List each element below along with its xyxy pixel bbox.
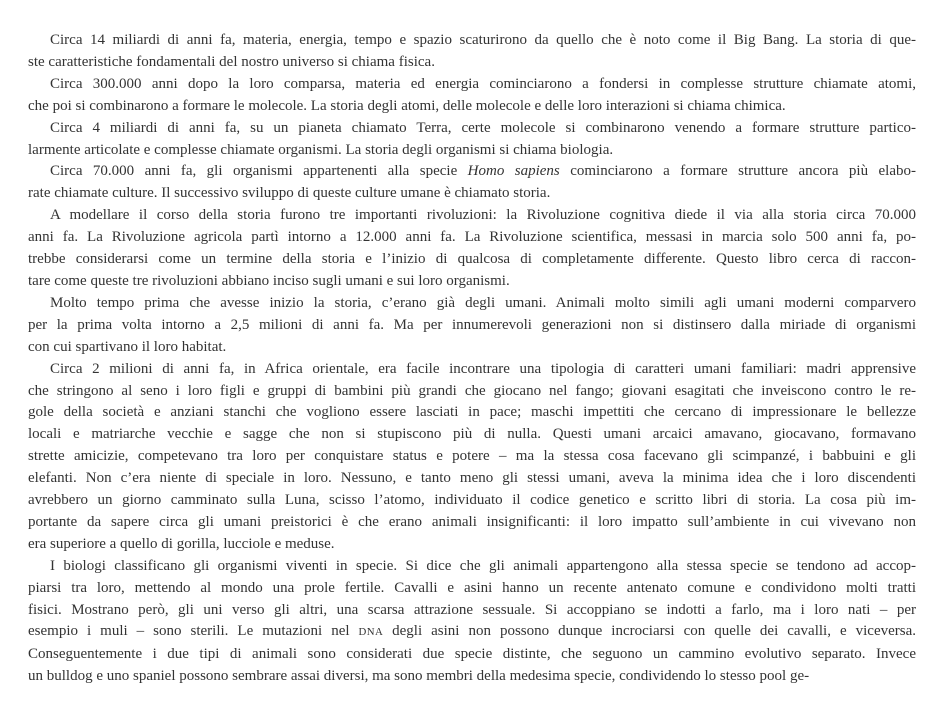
text-line-p4-l2: rate chiamate culture. Il successivo sviluppo di queste culture umane è chiamato storia. bbox=[28, 185, 551, 202]
text-line-p3-l1: Circa 4 miliardi di anni fa, su un pianeta chiamato Terra, certe molecole si combinarono venendo a formare strutture partico- bbox=[50, 119, 916, 136]
text-line-p5-l2: anni fa. La Rivoluzione agricola partì intorno a 12.000 anni fa. La Rivoluzione scientifica, messasi in marcia solo 500 anni fa, po- bbox=[28, 229, 916, 246]
text-line-p2-l1: Circa 300.000 anni dopo la loro comparsa, materia ed energia cominciarono a fondersi in complesse strutture chiamate atomi, bbox=[50, 75, 916, 92]
text-line-p7-l5: strette amicizie, competevano tra loro per conquistare status e potere – ma la stessa cosa facevano gli scimpanzé, i babbuini e gli bbox=[28, 448, 916, 465]
text-line-p8-l6: un bulldog e uno spaniel possono sembrare assai diversi, ma sono membri della medesima specie, condividendo lo stesso pool ge- bbox=[28, 668, 810, 685]
text-line-p8-l1: I biologi classificano gli organismi viventi in specie. Si dice che gli animali appartengono alla stessa specie se tendono ad accop- bbox=[50, 557, 916, 574]
text-line-p6-l3: con cui spartivano il loro habitat. bbox=[28, 338, 227, 355]
text-line-p1-l1: Circa 14 miliardi di anni fa, materia, energia, tempo e spazio scaturirono da quello che è noto come il Big Bang. La storia di que- bbox=[50, 32, 916, 48]
text-line-p3-l2: larmente articolate e complesse chiamate organismi. La storia degli organismi si chiama biologia. bbox=[28, 141, 614, 158]
text-line-p4-l1: Circa 70.000 anni fa, gli organismi appartenenti alla specie Homo sapiens cominciarono a formare strutture ancora più elabo- bbox=[50, 163, 917, 180]
text-line-p5-l3: trebbe considerarsi come un termine della storia e l’inizio di qualcosa di completamente differente. Questo libro cerca di raccon- bbox=[28, 251, 916, 268]
text-line-p1-l2: ste caratteristiche fondamentali del nostro universo si chiama fisica. bbox=[28, 53, 435, 70]
text-line-p8-l3: fisici. Mostrano però, gli uni verso gli altri, una scarsa attrazione sessuale. Si accoppiano se indotti a farlo, ma i loro nati – per bbox=[28, 601, 916, 618]
text-line-p7-l7: avrebbero un giorno camminato sulla Luna, scisso l’atomo, individuato il codice genetico e scritto libri di storia. La cosa più im- bbox=[28, 492, 916, 509]
text-line-p7-l4: locali e matriarche vecchie e sagge che non si stupiscono più di nulla. Questi umani arcaici amavano, giocavano, formavano bbox=[28, 426, 916, 443]
text-line-p7-l3: gole della società e anziani stanchi che vogliono essere lasciati in pace; maschi impettiti che cercano di impressionare le bellezze bbox=[28, 404, 916, 421]
text-line-p7-l9: era superiore a quello di gorilla, lucciole e meduse. bbox=[28, 535, 335, 552]
text-line-p7-l2: che stringono al seno i loro figli e gruppi di bambini più grandi che giocano nel fango; giovani esagitati che inveiscono contro le re- bbox=[28, 382, 916, 399]
text-line-p6-l1: Molto tempo prima che avesse inizio la storia, c’erano già degli umani. Animali molto simili agli umani moderni comparvero bbox=[50, 294, 916, 311]
text-line-p6-l2: per la prima volta intorno a 2,5 milioni di anni fa. Ma per innumerevoli generazioni non si distinsero dalla miriade di organismi bbox=[28, 316, 916, 333]
text-line-p7-l1: Circa 2 milioni di anni fa, in Africa orientale, era facile incontrare una tipologia di caratteri umani familiari: madri apprensive bbox=[50, 360, 916, 377]
text-line-p8-l4: esempio i muli – sono sterili. Le mutazioni nel DNA degli asini non possono dunque incrociarsi con quelle dei cavalli, e viceversa. bbox=[28, 623, 916, 640]
text-line-p8-l5: Conseguentemente i due tipi di animali sono considerati due specie distinte, che seguono un cammino evolutivo separato. Invece bbox=[28, 646, 916, 663]
text-line-p8-l2: piarsi tra loro, mettendo al mondo una prole fertile. Cavalli e asini hanno un recente antenato comune e condividono molti tratti bbox=[28, 579, 916, 596]
text-line-p7-l8: portante da sapere circa gli umani preistorici è che erano animali insignificanti: il loro impatto sull’ambiente in cui vivevano non bbox=[28, 513, 916, 530]
text-line-p2-l2: che poi si combinarono a formare le molecole. La storia degli atomi, delle molecole e delle loro interazioni si chiama chimica. bbox=[28, 97, 786, 114]
text-line-p7-l6: elefanti. Non c’era niente di speciale in loro. Nessuno, e tanto meno gli stessi umani, aveva la minima idea che i loro discendenti bbox=[28, 470, 916, 487]
text-line-p5-l4: tare come queste tre rivoluzioni abbiano inciso sugli umani e sui loro organismi. bbox=[28, 272, 510, 289]
body-text bbox=[28, 30, 916, 688]
text-line-p5-l1: A modellare il corso della storia furono tre importanti rivoluzioni: la Rivoluzione cognitiva diede il via alla storia circa 70.000 bbox=[50, 207, 916, 224]
